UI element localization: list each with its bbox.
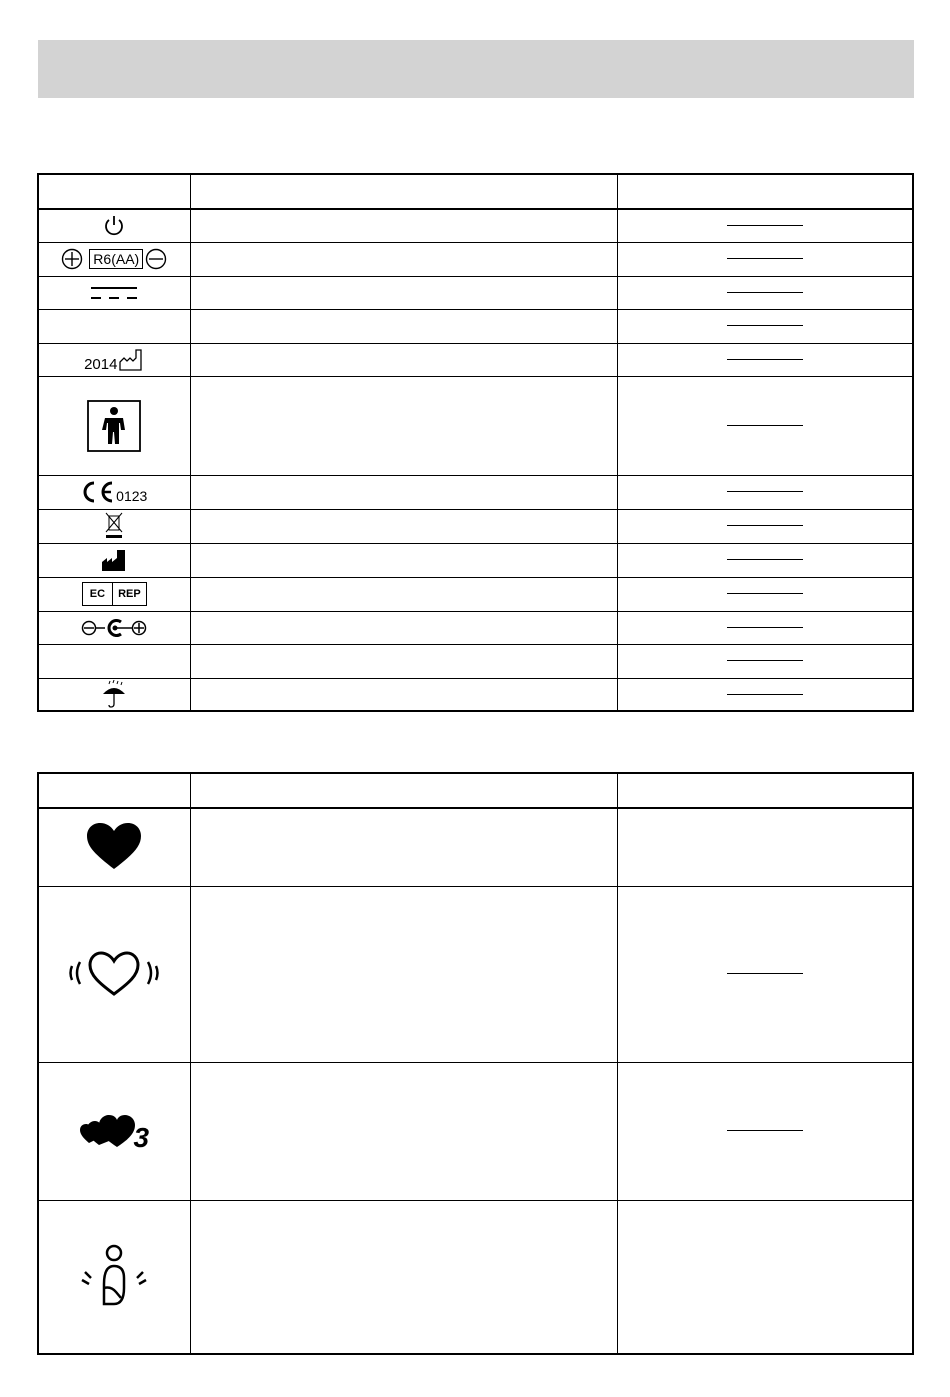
reference-line xyxy=(727,425,803,426)
header-cell-reference xyxy=(617,773,913,808)
battery-icon xyxy=(39,248,190,270)
display-symbols-table xyxy=(37,772,914,1355)
description-cell xyxy=(190,475,617,509)
reference-line xyxy=(727,525,803,526)
average-hearts-icon xyxy=(39,1113,190,1153)
minus-circle-icon xyxy=(145,248,167,270)
header-bar xyxy=(38,40,914,98)
type-bf-applied-part-icon xyxy=(87,400,141,452)
manufacturer-icon xyxy=(101,548,127,572)
reference-cell xyxy=(617,611,913,644)
manufacture-year: 2014 xyxy=(84,355,118,373)
symbol-cell xyxy=(38,509,190,543)
reference-cell xyxy=(617,577,913,611)
reference-line xyxy=(727,1130,803,1131)
description-cell xyxy=(190,242,617,276)
table-row xyxy=(38,886,913,1062)
ce-mark-icon xyxy=(39,481,190,503)
symbol-cell xyxy=(38,309,190,343)
description-cell xyxy=(190,678,617,711)
table-row xyxy=(38,343,913,376)
description-cell xyxy=(190,644,617,678)
table-row xyxy=(38,644,913,678)
symbols-table xyxy=(37,173,914,712)
table-header-row xyxy=(38,773,913,808)
reference-line xyxy=(727,694,803,695)
plus-circle-icon xyxy=(61,248,83,270)
reference-cell xyxy=(617,1062,913,1200)
table-row xyxy=(38,611,913,644)
reference-cell xyxy=(617,475,913,509)
reference-cell xyxy=(617,276,913,309)
header-cell-symbol xyxy=(38,773,190,808)
ce-letters-icon xyxy=(81,481,115,503)
symbol-cell xyxy=(38,209,190,242)
description-cell xyxy=(190,209,617,242)
table-row xyxy=(38,808,913,886)
reference-cell xyxy=(617,678,913,711)
description-cell xyxy=(190,376,617,475)
reference-line xyxy=(727,593,803,594)
power-icon xyxy=(102,214,126,238)
table-row xyxy=(38,475,913,509)
table-header-row xyxy=(38,174,913,209)
description-cell xyxy=(190,276,617,309)
header-cell-description xyxy=(190,174,617,209)
symbol-cell xyxy=(38,343,190,376)
battery-label: R6(AA) xyxy=(89,249,143,269)
reference-cell xyxy=(617,309,913,343)
reference-line xyxy=(727,660,803,661)
table-row xyxy=(38,309,913,343)
triple-heart-icon xyxy=(79,1113,135,1149)
reference-cell xyxy=(617,1200,913,1354)
manufacture-date-icon xyxy=(39,348,190,372)
description-cell xyxy=(190,808,617,886)
average-count: 3 xyxy=(133,1122,150,1153)
symbol-cell xyxy=(38,276,190,309)
reference-cell xyxy=(617,509,913,543)
symbol-cell xyxy=(38,678,190,711)
ce-number: 0123 xyxy=(116,488,148,504)
reference-cell xyxy=(617,343,913,376)
movement-icon xyxy=(77,1244,151,1310)
description-cell xyxy=(190,309,617,343)
header-cell-symbol xyxy=(38,174,190,209)
symbol-cell xyxy=(38,1062,190,1200)
symbol-cell xyxy=(38,376,190,475)
reference-line xyxy=(727,973,803,974)
reference-cell xyxy=(617,644,913,678)
reference-line xyxy=(727,491,803,492)
table-row xyxy=(38,678,913,711)
reference-cell xyxy=(617,543,913,577)
symbol-cell xyxy=(38,886,190,1062)
weee-disposal-icon xyxy=(104,512,124,540)
irregular-heartbeat-icon xyxy=(68,950,160,998)
table-row xyxy=(38,376,913,475)
reference-line xyxy=(727,359,803,360)
table-row xyxy=(38,1062,913,1200)
factory-outline-icon xyxy=(118,348,144,372)
symbol-cell xyxy=(38,577,190,611)
ec-rep-icon xyxy=(82,582,147,606)
symbol-cell xyxy=(38,543,190,577)
description-cell xyxy=(190,1062,617,1200)
reference-line xyxy=(727,258,803,259)
description-cell xyxy=(190,577,617,611)
symbol-cell xyxy=(38,808,190,886)
table-row xyxy=(38,577,913,611)
reference-cell xyxy=(617,209,913,242)
reference-line xyxy=(727,292,803,293)
reference-cell xyxy=(617,886,913,1062)
symbol-cell xyxy=(38,644,190,678)
direct-current-icon xyxy=(90,283,138,303)
header-cell-description xyxy=(190,773,617,808)
table-row xyxy=(38,543,913,577)
table-row xyxy=(38,509,913,543)
rep-label: REP xyxy=(118,588,141,600)
reference-line xyxy=(727,325,803,326)
keep-dry-icon xyxy=(101,680,127,708)
description-cell xyxy=(190,543,617,577)
header-cell-reference xyxy=(617,174,913,209)
description-cell xyxy=(190,611,617,644)
ec-label: EC xyxy=(83,583,113,605)
symbol-cell xyxy=(38,242,190,276)
description-cell xyxy=(190,886,617,1062)
description-cell xyxy=(190,343,617,376)
symbol-cell xyxy=(38,611,190,644)
reference-cell xyxy=(617,242,913,276)
symbol-cell xyxy=(38,1200,190,1354)
reference-line xyxy=(727,225,803,226)
table-row xyxy=(38,209,913,242)
dc-polarity-icon xyxy=(81,618,147,638)
symbol-cell xyxy=(38,475,190,509)
description-cell xyxy=(190,509,617,543)
table-row xyxy=(38,276,913,309)
reference-cell xyxy=(617,808,913,886)
table-row xyxy=(38,242,913,276)
description-cell xyxy=(190,1200,617,1354)
table-row xyxy=(38,1200,913,1354)
reference-line xyxy=(727,559,803,560)
reference-line xyxy=(727,627,803,628)
heart-icon xyxy=(86,823,142,871)
reference-cell xyxy=(617,376,913,475)
